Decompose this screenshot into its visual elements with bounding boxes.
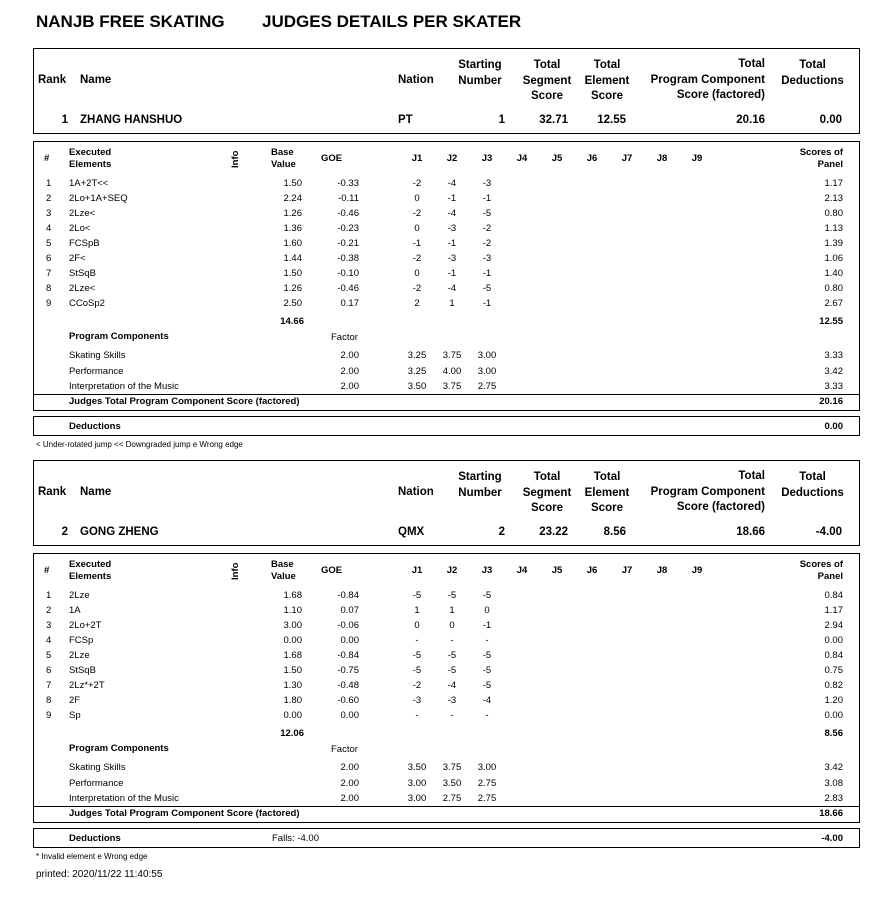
element-row-goe: -0.75 bbox=[337, 665, 359, 676]
element-row-goe: -0.10 bbox=[337, 268, 359, 279]
element-row-base: 1.50 bbox=[283, 665, 302, 676]
element-score-header-line-2: Element bbox=[584, 74, 630, 87]
element-row-goe: -0.33 bbox=[337, 178, 359, 189]
program-components-label: Program Components bbox=[69, 743, 169, 754]
skater-tes: 12.55 bbox=[597, 114, 626, 126]
element-row-judge-j2: -4 bbox=[447, 178, 457, 189]
component-judge-j3: 3.00 bbox=[477, 365, 497, 377]
base-header-1: Base bbox=[271, 559, 294, 570]
element-row-judge-j1: - bbox=[415, 710, 419, 721]
element-row-num: 1 bbox=[46, 178, 52, 189]
element-row-num: 8 bbox=[46, 695, 52, 706]
element-row-num: 4 bbox=[46, 635, 52, 646]
skater-nation: PT bbox=[398, 114, 413, 126]
element-row-score: 2.67 bbox=[824, 298, 843, 309]
judges-total-pcs-label: Judges Total Program Component Score (factored) bbox=[69, 808, 300, 819]
element-row-goe: -0.06 bbox=[337, 620, 359, 631]
rank-header: Rank bbox=[38, 486, 67, 498]
component-judge-j2: 3.75 bbox=[442, 350, 462, 361]
element-row-name: StSqB bbox=[69, 268, 96, 279]
skater-rank: 2 bbox=[61, 526, 68, 538]
element-row-judge-j3: - bbox=[485, 710, 489, 721]
goe-header: GOE bbox=[321, 565, 343, 576]
element-row-base: 1.30 bbox=[283, 680, 302, 691]
element-row-judge-j2: -5 bbox=[447, 665, 457, 676]
info-header: Info bbox=[230, 562, 241, 580]
component-score: 3.42 bbox=[824, 365, 843, 377]
segment-score-header-line-3: Score bbox=[531, 502, 563, 514]
component-judge-j3: 2.75 bbox=[477, 793, 497, 804]
skater-pcs: 18.66 bbox=[736, 526, 765, 538]
element-row-name: 2Lo< bbox=[69, 223, 91, 234]
factor-label: Factor bbox=[331, 744, 358, 755]
element-row-judge-j1: 1 bbox=[414, 605, 420, 616]
skater-nation: QMX bbox=[398, 526, 425, 538]
component-factor: 2.00 bbox=[340, 350, 359, 361]
component-score: 2.83 bbox=[824, 793, 843, 804]
element-row-score: 0.00 bbox=[824, 635, 843, 646]
executed-header-1: Executed bbox=[69, 559, 112, 570]
program-components-label: Program Components bbox=[69, 331, 169, 342]
element-row-score: 1.06 bbox=[824, 253, 843, 264]
element-row-judge-j1: 0 bbox=[414, 620, 420, 631]
starting-number-header-line-2: Number bbox=[458, 74, 502, 87]
executed-header-2: Elements bbox=[69, 571, 112, 582]
element-row-judge-j3: -3 bbox=[482, 178, 492, 189]
element-row-num: 6 bbox=[46, 253, 52, 264]
element-row-base: 1.68 bbox=[283, 590, 302, 601]
judge-header-j4: J4 bbox=[516, 153, 528, 164]
judge-header-j8: J8 bbox=[656, 565, 668, 576]
legend-note: < Under-rotated jump << Downgraded jump e Wrong edge bbox=[36, 440, 243, 449]
segment-score-header-line-3: Score bbox=[531, 90, 563, 102]
judge-header-j4: J4 bbox=[516, 565, 528, 576]
element-row-judge-j3: -5 bbox=[482, 680, 492, 691]
element-row-num: 9 bbox=[46, 710, 52, 721]
element-row-judge-j2: -1 bbox=[447, 238, 457, 249]
info-header: Info bbox=[230, 150, 241, 168]
component-judge-j2: 2.75 bbox=[442, 793, 462, 804]
skater-deductions: 0.00 bbox=[819, 114, 842, 126]
deductions-box bbox=[33, 828, 860, 848]
element-row-judge-j2: -1 bbox=[447, 193, 457, 204]
component-factor: 2.00 bbox=[340, 793, 359, 804]
judge-header-j7: J7 bbox=[621, 153, 633, 164]
judge-header-j2: J2 bbox=[446, 565, 458, 576]
component-name: Interpretation of the Music bbox=[69, 381, 179, 392]
component-judge-j2: 3.75 bbox=[442, 762, 462, 773]
element-row-score: 0.00 bbox=[824, 710, 843, 721]
component-judge-j3: 3.00 bbox=[477, 350, 497, 361]
element-row-judge-j1: -1 bbox=[412, 238, 422, 249]
element-row-num: 5 bbox=[46, 650, 52, 661]
element-row-judge-j3: -5 bbox=[482, 283, 492, 294]
skater-name: ZHANG HANSHUO bbox=[80, 114, 183, 126]
element-row-judge-j1: -5 bbox=[412, 665, 422, 676]
segment-score-header-line-2: Segment bbox=[522, 74, 572, 87]
judges-total-pcs-label: Judges Total Program Component Score (factored) bbox=[69, 396, 300, 407]
element-row-judge-j3: -5 bbox=[482, 665, 492, 676]
element-row-judge-j3: -5 bbox=[482, 208, 492, 219]
element-row-judge-j2: -5 bbox=[447, 590, 457, 601]
element-row-score: 0.84 bbox=[824, 590, 843, 601]
element-row-goe: 0.17 bbox=[340, 298, 359, 309]
element-row-judge-j3: -5 bbox=[482, 590, 492, 601]
component-score: 3.08 bbox=[824, 777, 843, 789]
pcs-header-line-3: Score (factored) bbox=[676, 89, 765, 101]
component-name: Interpretation of the Music bbox=[69, 793, 179, 804]
deductions-header-line-1: Total bbox=[799, 471, 826, 483]
element-row-name: CCoSp2 bbox=[69, 298, 105, 309]
element-row-judge-j2: - bbox=[450, 710, 454, 721]
pcs-header-line-1: Total bbox=[738, 470, 765, 482]
element-row-score: 1.13 bbox=[824, 223, 843, 234]
element-row-judge-j3: 0 bbox=[484, 605, 490, 616]
component-factor: 2.00 bbox=[340, 365, 359, 377]
judge-header-j5: J5 bbox=[551, 153, 563, 164]
element-row-goe: -0.21 bbox=[337, 238, 359, 249]
element-row-judge-j3: -1 bbox=[482, 620, 492, 631]
component-judge-j1: 3.50 bbox=[407, 381, 427, 392]
judge-header-j6: J6 bbox=[586, 565, 598, 576]
deduction-total: -4.00 bbox=[821, 833, 843, 844]
element-row-base: 1.26 bbox=[283, 208, 302, 219]
nation-header: Nation bbox=[398, 74, 434, 86]
component-score: 3.42 bbox=[824, 762, 843, 773]
element-row-score: 1.40 bbox=[824, 268, 843, 279]
judges-total-pcs-value: 20.16 bbox=[819, 396, 843, 407]
base-header-2: Value bbox=[271, 159, 296, 170]
element-row-name: 2Lze bbox=[69, 590, 90, 601]
element-row-judge-j1: -5 bbox=[412, 590, 422, 601]
element-row-num: 7 bbox=[46, 680, 52, 691]
element-row-num: 2 bbox=[46, 605, 52, 616]
element-row-goe: -0.11 bbox=[338, 193, 359, 204]
element-row-judge-j3: -4 bbox=[482, 695, 492, 706]
pcs-total-separator bbox=[33, 806, 860, 807]
elements-score-total: 12.55 bbox=[819, 316, 843, 327]
element-row-goe: -0.38 bbox=[337, 253, 359, 264]
starting-number-header-line-1: Starting bbox=[458, 471, 502, 483]
segment-score-header-line-1: Total bbox=[533, 471, 561, 483]
deductions-header-line-1: Total bbox=[799, 59, 826, 71]
element-num-header: # bbox=[44, 565, 50, 576]
skater-starting-number: 1 bbox=[498, 114, 505, 126]
element-row-name: 2F bbox=[69, 695, 81, 706]
skater-rank: 1 bbox=[61, 114, 68, 126]
component-judge-j1: 3.00 bbox=[407, 777, 427, 789]
element-row-base: 3.00 bbox=[283, 620, 302, 631]
element-row-num: 6 bbox=[46, 665, 52, 676]
component-factor: 2.00 bbox=[340, 777, 359, 789]
element-row-goe: -0.84 bbox=[337, 590, 359, 601]
element-row-judge-j1: -3 bbox=[412, 695, 422, 706]
element-row-score: 0.84 bbox=[824, 650, 843, 661]
segment-score-header-line-1: Total bbox=[533, 59, 561, 71]
judge-header-j6: J6 bbox=[586, 153, 598, 164]
element-row-judge-j2: -3 bbox=[447, 253, 457, 264]
element-row-score: 1.39 bbox=[824, 238, 843, 249]
element-row-judge-j2: -3 bbox=[447, 223, 457, 234]
element-row-base: 1.50 bbox=[283, 178, 302, 189]
pcs-header-line-2: Program Component bbox=[650, 73, 765, 86]
element-row-name: 2F< bbox=[69, 253, 86, 264]
element-row-goe: 0.00 bbox=[340, 635, 359, 646]
element-score-header-line-1: Total bbox=[593, 471, 621, 483]
element-row-judge-j1: 0 bbox=[414, 268, 420, 279]
element-row-score: 2.13 bbox=[824, 193, 843, 204]
element-row-judge-j2: 1 bbox=[449, 605, 455, 616]
skater-tss: 32.71 bbox=[539, 114, 568, 126]
element-row-num: 2 bbox=[46, 193, 52, 204]
element-row-judge-j1: 0 bbox=[414, 223, 420, 234]
component-name: Performance bbox=[69, 777, 124, 789]
element-row-base: 1.10 bbox=[283, 605, 302, 616]
element-row-judge-j1: -2 bbox=[412, 253, 422, 264]
element-row-base: 1.26 bbox=[283, 283, 302, 294]
component-name: Performance bbox=[69, 365, 124, 377]
rank-header: Rank bbox=[38, 74, 67, 86]
element-row-num: 9 bbox=[46, 298, 52, 309]
element-row-score: 1.17 bbox=[824, 178, 843, 189]
element-row-base: 1.36 bbox=[283, 223, 302, 234]
component-score: 3.33 bbox=[824, 381, 843, 392]
judge-header-j1: J1 bbox=[411, 565, 423, 576]
element-row-judge-j3: - bbox=[485, 635, 489, 646]
component-judge-j2: 3.50 bbox=[442, 777, 462, 789]
deductions-header-line-2: Deductions bbox=[781, 486, 844, 499]
element-row-name: StSqB bbox=[69, 665, 96, 676]
element-row-judge-j1: 0 bbox=[414, 193, 420, 204]
element-row-judge-j1: 2 bbox=[414, 298, 420, 309]
judges-total-pcs-value: 18.66 bbox=[819, 808, 843, 819]
judge-header-j3: J3 bbox=[481, 565, 493, 576]
element-row-judge-j1: -2 bbox=[412, 680, 422, 691]
element-row-judge-j2: - bbox=[450, 635, 454, 646]
element-row-base: 1.60 bbox=[283, 238, 302, 249]
element-row-judge-j1: -2 bbox=[412, 208, 422, 219]
component-score: 3.33 bbox=[824, 350, 843, 361]
element-score-header-line-3: Score bbox=[591, 502, 623, 514]
component-name: Skating Skills bbox=[69, 350, 126, 361]
element-row-name: 1A+2T<< bbox=[69, 178, 109, 189]
scores-header-1: Scores of bbox=[799, 559, 843, 570]
starting-number-header-line-1: Starting bbox=[458, 59, 502, 71]
element-row-judge-j1: -5 bbox=[412, 650, 422, 661]
element-row-judge-j3: -1 bbox=[482, 298, 492, 309]
pcs-header-line-2: Program Component bbox=[650, 485, 765, 498]
deduction-total: 0.00 bbox=[824, 421, 843, 432]
element-row-judge-j1: -2 bbox=[412, 283, 422, 294]
element-row-goe: -0.84 bbox=[337, 650, 359, 661]
element-row-goe: -0.60 bbox=[337, 695, 359, 706]
element-row-base: 0.00 bbox=[283, 710, 302, 721]
element-row-goe: 0.07 bbox=[340, 605, 359, 616]
deductions-label: Deductions bbox=[69, 421, 121, 432]
element-row-base: 1.68 bbox=[283, 650, 302, 661]
element-row-judge-j2: -5 bbox=[447, 650, 457, 661]
judge-header-j8: J8 bbox=[656, 153, 668, 164]
element-row-base: 1.80 bbox=[283, 695, 302, 706]
element-row-score: 0.75 bbox=[824, 665, 843, 676]
pcs-header-line-3: Score (factored) bbox=[676, 501, 765, 513]
element-row-judge-j2: -4 bbox=[447, 208, 457, 219]
element-num-header: # bbox=[44, 153, 50, 164]
element-row-num: 5 bbox=[46, 238, 52, 249]
event-title: NANJB FREE SKATING bbox=[36, 12, 225, 31]
element-row-name: FCSp bbox=[69, 635, 94, 646]
element-row-judge-j3: -1 bbox=[482, 193, 492, 204]
element-row-base: 1.50 bbox=[283, 268, 302, 279]
skater-name: GONG ZHENG bbox=[80, 526, 159, 538]
element-row-name: 2Lze< bbox=[69, 208, 96, 219]
element-row-name: Sp bbox=[69, 710, 81, 721]
pcs-total-separator bbox=[33, 394, 860, 395]
element-row-score: 0.82 bbox=[824, 680, 843, 691]
element-row-judge-j3: -2 bbox=[482, 238, 492, 249]
component-judge-j1: 3.25 bbox=[407, 365, 427, 377]
skater-tes: 8.56 bbox=[603, 526, 626, 538]
element-row-num: 3 bbox=[46, 620, 52, 631]
element-score-header-line-3: Score bbox=[591, 90, 623, 102]
base-value-total: 14.66 bbox=[280, 316, 304, 327]
element-row-judge-j1: - bbox=[415, 635, 419, 646]
element-row-judge-j2: -1 bbox=[447, 268, 457, 279]
element-row-name: 2Lz*+2T bbox=[69, 680, 105, 691]
element-row-name: 2Lo+1A+SEQ bbox=[69, 193, 128, 204]
element-row-judge-j2: -4 bbox=[447, 283, 457, 294]
element-row-name: 1A bbox=[69, 605, 81, 616]
element-score-header-line-2: Element bbox=[584, 486, 630, 499]
element-row-judge-j1: -2 bbox=[412, 178, 422, 189]
executed-header-1: Executed bbox=[69, 147, 112, 158]
deductions-header-line-2: Deductions bbox=[781, 74, 844, 87]
component-judge-j3: 2.75 bbox=[477, 381, 497, 392]
element-row-score: 0.80 bbox=[824, 283, 843, 294]
deduction-detail: Falls: -4.00 bbox=[272, 833, 319, 844]
element-row-num: 3 bbox=[46, 208, 52, 219]
component-judge-j1: 3.25 bbox=[407, 350, 427, 361]
element-row-judge-j2: 1 bbox=[449, 298, 455, 309]
judge-header-j9: J9 bbox=[691, 153, 703, 164]
base-header-1: Base bbox=[271, 147, 294, 158]
report-title: JUDGES DETAILS PER SKATER bbox=[262, 12, 522, 31]
element-row-judge-j3: -5 bbox=[482, 650, 492, 661]
component-judge-j3: 3.00 bbox=[477, 762, 497, 773]
legend-note: * Invalid element e Wrong edge bbox=[36, 852, 148, 861]
skater-pcs: 20.16 bbox=[736, 114, 765, 126]
element-row-name: FCSpB bbox=[69, 238, 100, 249]
component-judge-j3: 2.75 bbox=[477, 777, 497, 789]
name-header: Name bbox=[80, 74, 112, 86]
component-factor: 2.00 bbox=[340, 762, 359, 773]
element-row-score: 1.20 bbox=[824, 695, 843, 706]
judge-header-j3: J3 bbox=[481, 153, 493, 164]
element-score-header-line-1: Total bbox=[593, 59, 621, 71]
judge-header-j9: J9 bbox=[691, 565, 703, 576]
component-judge-j2: 3.75 bbox=[442, 381, 462, 392]
element-row-judge-j3: -3 bbox=[482, 253, 492, 264]
element-row-name: 2Lze bbox=[69, 650, 90, 661]
judge-header-j2: J2 bbox=[446, 153, 458, 164]
deductions-box bbox=[33, 416, 860, 436]
elements-score-total: 8.56 bbox=[824, 728, 843, 739]
element-row-judge-j2: 0 bbox=[449, 620, 455, 631]
judge-header-j7: J7 bbox=[621, 565, 633, 576]
executed-header-2: Elements bbox=[69, 159, 112, 170]
element-row-score: 2.94 bbox=[824, 620, 843, 631]
base-value-total: 12.06 bbox=[280, 728, 304, 739]
element-row-num: 8 bbox=[46, 283, 52, 294]
skater-deductions: -4.00 bbox=[815, 526, 842, 538]
name-header: Name bbox=[80, 486, 112, 498]
goe-header: GOE bbox=[321, 153, 343, 164]
scores-header-2: Panel bbox=[817, 159, 843, 170]
segment-score-header-line-2: Segment bbox=[522, 486, 572, 499]
element-row-judge-j2: -4 bbox=[447, 680, 457, 691]
pcs-header-line-1: Total bbox=[738, 58, 765, 70]
element-row-score: 1.17 bbox=[824, 605, 843, 616]
component-judge-j2: 4.00 bbox=[442, 365, 462, 377]
component-judge-j1: 3.50 bbox=[407, 762, 427, 773]
element-row-goe: -0.48 bbox=[337, 680, 359, 691]
element-row-goe: -0.23 bbox=[337, 223, 359, 234]
element-row-goe: 0.00 bbox=[340, 710, 359, 721]
element-row-num: 7 bbox=[46, 268, 52, 279]
element-row-score: 0.80 bbox=[824, 208, 843, 219]
element-row-goe: -0.46 bbox=[337, 208, 359, 219]
deductions-label: Deductions bbox=[69, 833, 121, 844]
element-row-judge-j3: -1 bbox=[482, 268, 492, 279]
scores-header-2: Panel bbox=[817, 571, 843, 582]
component-judge-j1: 3.00 bbox=[407, 793, 427, 804]
skater-starting-number: 2 bbox=[498, 526, 505, 538]
printed-timestamp: printed: 2020/11/22 11:40:55 bbox=[36, 869, 163, 880]
judge-header-j1: J1 bbox=[411, 153, 423, 164]
starting-number-header-line-2: Number bbox=[458, 486, 502, 499]
base-header-2: Value bbox=[271, 571, 296, 582]
element-row-num: 4 bbox=[46, 223, 52, 234]
element-row-base: 2.50 bbox=[283, 298, 302, 309]
element-row-name: 2Lze< bbox=[69, 283, 96, 294]
factor-label: Factor bbox=[331, 332, 358, 343]
component-factor: 2.00 bbox=[340, 381, 359, 392]
element-row-judge-j3: -2 bbox=[482, 223, 492, 234]
skater-tss: 23.22 bbox=[539, 526, 568, 538]
element-row-name: 2Lo+2T bbox=[69, 620, 102, 631]
element-row-base: 1.44 bbox=[283, 253, 302, 264]
element-row-judge-j2: -3 bbox=[447, 695, 457, 706]
scores-header-1: Scores of bbox=[799, 147, 843, 158]
element-row-num: 1 bbox=[46, 590, 52, 601]
element-row-base: 2.24 bbox=[283, 193, 302, 204]
judge-header-j5: J5 bbox=[551, 565, 563, 576]
nation-header: Nation bbox=[398, 486, 434, 498]
element-row-goe: -0.46 bbox=[337, 283, 359, 294]
element-row-base: 0.00 bbox=[283, 635, 302, 646]
component-name: Skating Skills bbox=[69, 762, 126, 773]
